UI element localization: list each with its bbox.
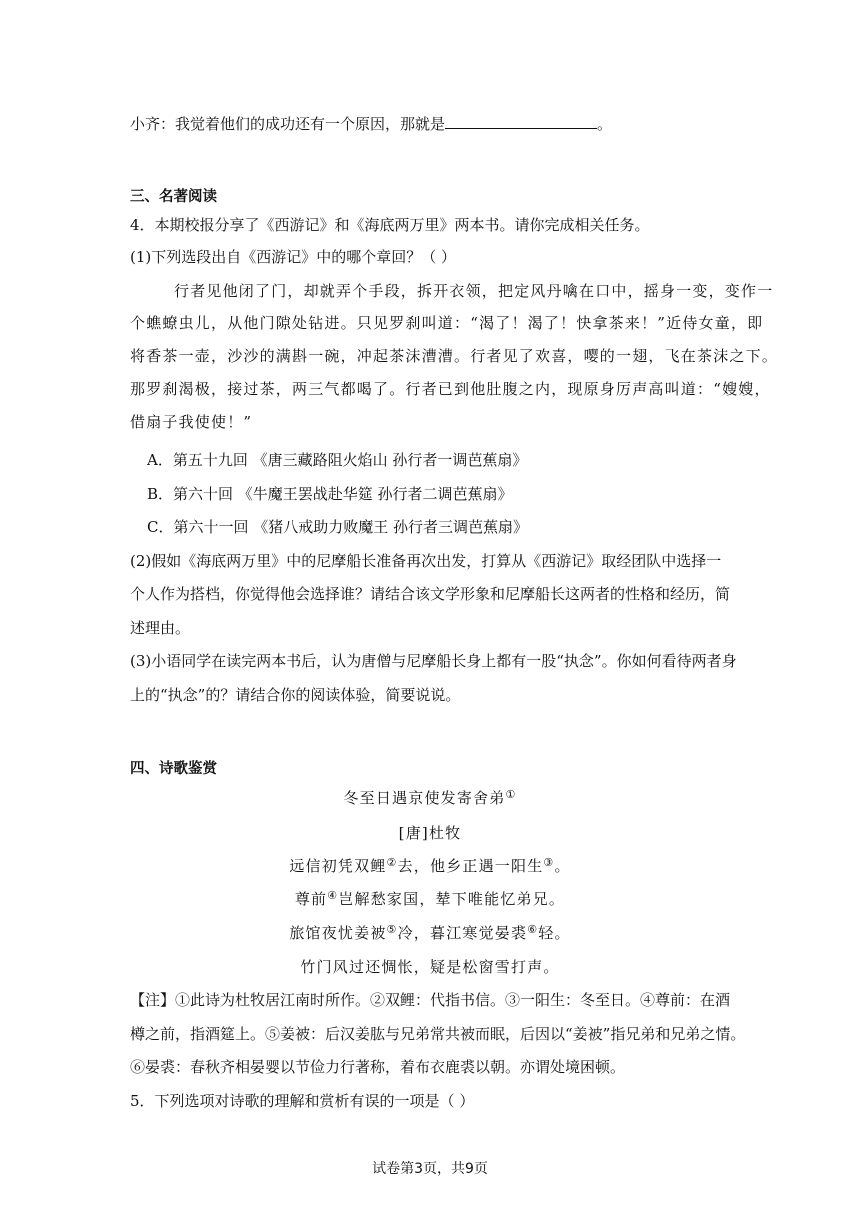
section3-heading: 三、名著阅读 <box>130 189 217 205</box>
q4-sub2-line-1: (2)假如《海底两万里》中的尼摩船长准备再次出发，打算从《西游记》取经团队中选择一 <box>130 552 722 570</box>
poem-line-2 <box>130 889 730 909</box>
q4-sub2-line-3: 述理由。 <box>130 619 191 637</box>
passage-line-2: 个蟭蟟虫儿，从他门隙处钻进。只见罗刹叫道：“渴了！渴了！快拿茶来！”近侍女童，即 <box>130 314 764 332</box>
option-b[interactable]: B．第六十回 《牛魔王罢战赴华筵 孙行者二调芭蕉扇》 <box>147 485 513 503</box>
option-a[interactable]: A．第五十九回 《唐三藏路阻火焰山 孙行者一调芭蕉扇》 <box>147 451 528 469</box>
note-marker: ⑤ <box>386 923 398 936</box>
q4-sub3-line-2: 上的“执念”的？请结合你的阅读体验，简要说说。 <box>130 686 461 704</box>
poem-text: 旅馆夜忧姜被 <box>289 924 387 942</box>
note-marker: ④ <box>327 889 339 902</box>
poem-text: 尊前 <box>294 890 328 908</box>
q3-prompt-text: 小齐：我觉着他们的成功还有一个原因，那就是 <box>130 115 446 133</box>
q4-sub3-line-1: (3)小语同学在读完两本书后，认为唐僧与尼摩船长身上都有一股“执念”。你如何看待两者身 <box>130 652 737 670</box>
section4-heading: 四、诗歌鉴赏 <box>130 761 217 777</box>
poem-text: 冷，暮江寒觉晏裘 <box>397 924 528 942</box>
passage-line-3: 将香茶一壶，沙沙的满斟一碗，冲起茶沫漕漕。行者见了欢喜，嘤的一翅，飞在茶沫之下。 <box>130 347 779 365</box>
note-marker: ② <box>386 856 398 869</box>
passage-line-5: 借扇子我使使！” <box>130 413 253 431</box>
poem-text: 轻。 <box>538 924 571 942</box>
q4-sub1: (1)下列选段出自《西游记》中的哪个章回？（ ） <box>130 248 457 266</box>
poem-text: 远信初凭双鲤 <box>289 857 387 875</box>
poem-line-1 <box>130 856 730 876</box>
q4-stem: 4．本期校报分享了《西游记》和《海底两万里》两本书。请你完成相关任务。 <box>130 216 650 234</box>
note-marker: ③ <box>543 856 555 869</box>
poem-text: 。 <box>554 857 571 875</box>
poem-line-3 <box>130 923 730 943</box>
option-c[interactable]: C．第六十一回 《猪八戒助力败魔王 孙行者三调芭蕉扇》 <box>147 518 529 536</box>
poem-title-text: 冬至日遇京使发寄舍弟 <box>343 789 506 807</box>
q5-stem: 5．下列选项对诗歌的理解和赏析有误的一项是（ ） <box>130 1092 475 1110</box>
notes-line-1: 【注】①此诗为杜牧居江南时所作。②双鲤：代指书信。③一阳生：冬至日。④尊前：在酒 <box>130 991 731 1009</box>
passage-line-4: 那罗刹渴极，接过茶，两三气都喝了。行者已到他肚腹之内，现原身厉声高叫道：“嫂嫂， <box>130 380 771 398</box>
q4-sub2-line-2: 个人作为搭档，你觉得他会选择谁？请结合该文学形象和尼摩船长这两者的性格和经历，简 <box>130 585 731 603</box>
poem-text: 岂解愁家国，辇下唯能忆弟兄。 <box>338 890 566 908</box>
note-marker: ⑥ <box>527 923 539 936</box>
page-footer: 试卷第3页，共9页 <box>372 1161 488 1177</box>
poem-text: 去，他乡正遇一阳生 <box>397 857 544 875</box>
poem-author: [唐]杜牧 <box>398 824 462 842</box>
poem-line-4: 竹门风过还惆怅，疑是松窗雪打声。 <box>300 958 560 976</box>
poem-title <box>130 788 730 808</box>
q3-answer-line <box>130 114 730 134</box>
q3-suffix: 。 <box>597 115 613 133</box>
answer-blank[interactable] <box>445 114 597 129</box>
notes-line-2: 樽之前，指酒筵上。⑤姜被：后汉姜肱与兄弟常共被而眠，后因以“姜被”指兄弟和兄弟之情。 <box>130 1025 746 1043</box>
passage-line-1: 行者见他闭了门，却就弄个手段，拆开衣领，把定风丹噙在口中，摇身一变，变作一 <box>174 282 774 300</box>
note-marker: ① <box>505 788 517 801</box>
notes-line-3: ⑥晏裘：春秋齐相晏婴以节俭力行著称，着布衣鹿裘以朝。亦谓处境困顿。 <box>130 1058 626 1076</box>
